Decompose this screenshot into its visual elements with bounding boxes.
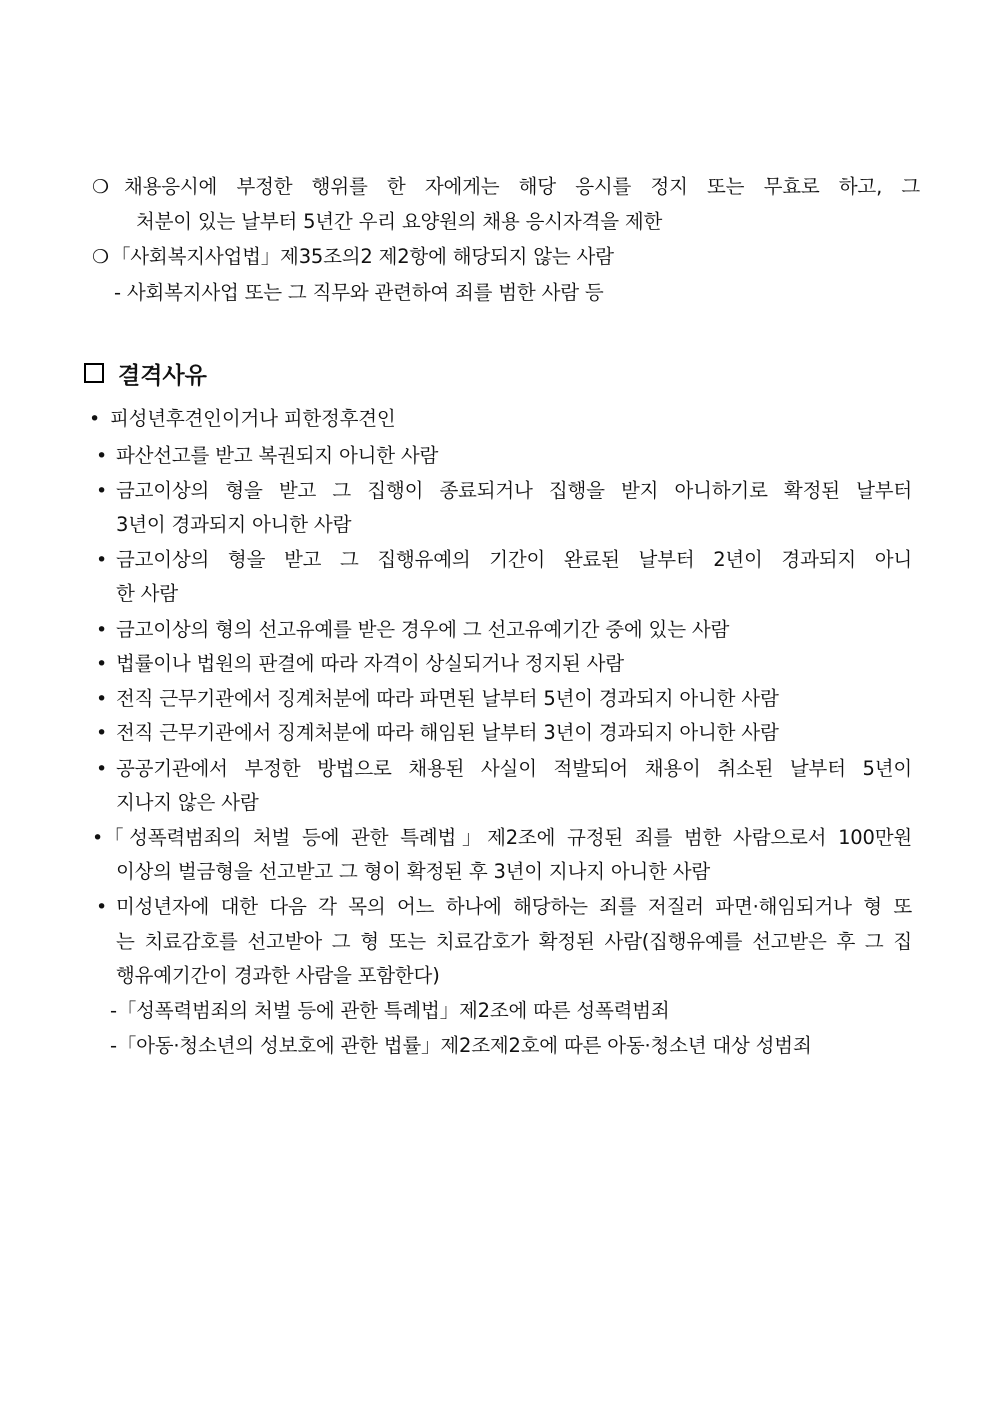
disqualification-item: 미성년자에 대한 다음 각 목의 어느 하나에 해당하는 죄를 저질러 파면·해임되거나 형 또 [116, 895, 912, 918]
disqualification-item-continued: 행유예기간이 경과한 사람을 포함한다) [116, 964, 440, 987]
bullet-icon: • [92, 827, 104, 849]
bullet-icon: • [96, 619, 108, 641]
notice-1-line-1: 채용응시에 부정한 행위를 한 자에게는 해당 응시를 정지 또는 무효로 하고, 그 [124, 175, 920, 198]
notice-1-line-2: 처분이 있는 날부터 5년간 우리 요양원의 채용 응시자격을 제한 [136, 210, 663, 233]
notice-2-line-1: 「사회복지사업법」제35조의2 제2항에 해당되지 않는 사람 [111, 245, 614, 268]
disqualification-item: 전직 근무기관에서 징계처분에 따라 파면된 날부터 5년이 경과되지 아니한 사람 [116, 687, 779, 710]
bullet-icon: • [89, 408, 101, 430]
disqualification-item: 전직 근무기관에서 징계처분에 따라 해임된 날부터 3년이 경과되지 아니한 사람 [116, 721, 779, 744]
disqualification-item: 공공기관에서 부정한 방법으로 채용된 사실이 적발되어 채용이 취소된 날부터 5년이 [116, 757, 912, 780]
bullet-icon: • [96, 688, 108, 710]
bullet-icon: • [96, 722, 108, 744]
bullet-icon: • [96, 480, 108, 502]
disqualification-item-continued: 이상의 벌금형을 선고받고 그 형이 확정된 후 3년이 지나지 아니한 사람 [116, 860, 711, 883]
checkbox-icon [84, 363, 104, 383]
disqualification-item: 「성폭력범죄의 처벌 등에 관한 특례법」제2조에 규정된 죄를 범한 사람으로서 100만원 [104, 826, 912, 849]
section-heading [84, 358, 207, 388]
disqualification-item: 금고이상의 형을 받고 그 집행유예의 기간이 완료된 날부터 2년이 경과되지 아니 [116, 548, 912, 571]
disqualification-item-continued: 지나지 않은 사람 [116, 791, 259, 814]
disqualification-item: 금고이상의 형의 선고유예를 받은 경우에 그 선고유예기간 중에 있는 사람 [116, 618, 730, 641]
bullet-icon: • [96, 549, 108, 571]
disqualification-item-continued: 3년이 경과되지 아니한 사람 [116, 513, 352, 536]
bullet-icon: • [96, 445, 108, 467]
disqualification-item: 법률이나 법원의 판결에 따라 자격이 상실되거나 정지된 사람 [116, 652, 624, 675]
section-title: 결격사유 [118, 362, 207, 389]
disqualification-item: 피성년후견인이거나 피한정후견인 [110, 407, 396, 430]
disqualification-item: 금고이상의 형을 받고 그 집행이 종료되거나 집행을 받지 아니하기로 확정된 날부터 [116, 479, 912, 502]
disqualification-item-continued: 는 치료감호를 선고받아 그 형 또는 치료감호가 확정된 사람(집행유예를 선고받은 후 그 집 [116, 930, 912, 953]
disqualification-item-continued: 한 사람 [116, 582, 178, 605]
notice-2-subitem: - 사회복지사업 또는 그 직무와 관련하여 죄를 범한 사람 등 [114, 281, 604, 304]
disqualification-item: 파산선고를 받고 복권되지 아니한 사람 [116, 444, 439, 467]
sub-item: -「성폭력범죄의 처벌 등에 관한 특례법」제2조에 따른 성폭력범죄 [110, 999, 670, 1022]
sub-item: -「아동·청소년의 성보호에 관한 법률」제2조제2호에 따른 아동·청소년 대상 성범죄 [110, 1034, 812, 1057]
bullet-icon: • [96, 653, 108, 675]
circle-bullet-icon: ❍ [92, 246, 110, 268]
bullet-icon: • [96, 758, 108, 780]
circle-bullet-icon: ❍ [92, 176, 110, 198]
bullet-icon: • [96, 896, 108, 918]
